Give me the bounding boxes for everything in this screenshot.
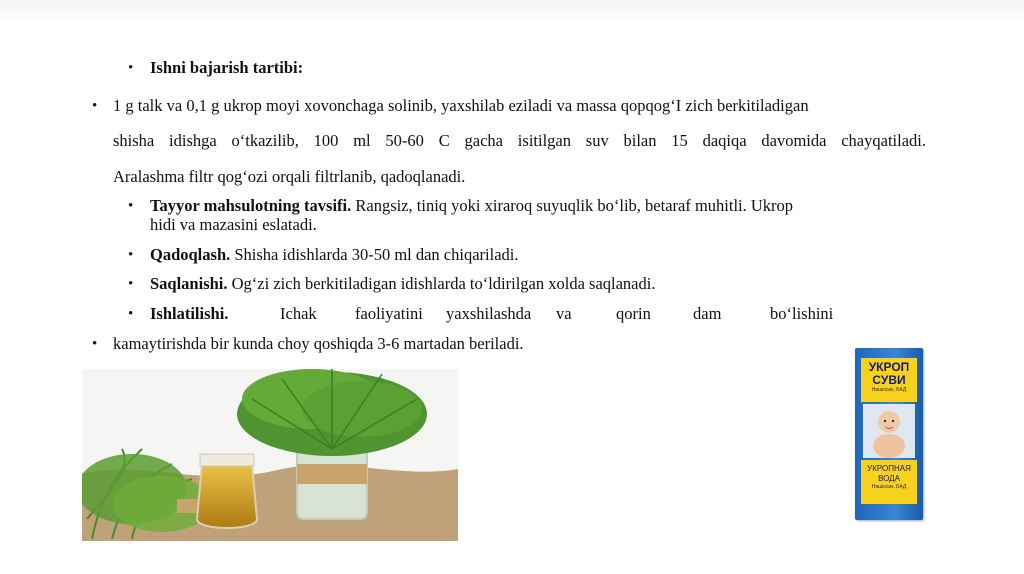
sub-bullet-4: • <box>128 306 134 322</box>
sub-item-description-line2: hidi va mazasini eslatadi. <box>150 215 317 234</box>
heading-bullet: • <box>128 60 134 76</box>
heading-text: Ishni bajarish tartibi: <box>150 58 304 77</box>
box-bottom-title-2: ВОДА <box>878 474 900 483</box>
usage-word: faoliyatini <box>355 304 423 323</box>
usage-word: yaxshilashda <box>446 304 532 323</box>
usage-word: Ichak <box>280 304 317 323</box>
box-title-1: УКРОП <box>868 360 910 374</box>
slide-top-bar <box>0 0 1024 26</box>
step-line-2: shisha idishga o‘tkazilib, 100 ml 50-60 C gacha isitilgan suv bilan 15 daqiqa davomida chayqatiladi. <box>113 131 926 150</box>
sub-bullet-2: • <box>128 247 134 263</box>
usage-word: qorin <box>616 304 651 323</box>
step-bullet: • <box>92 98 98 114</box>
box-bottom-title-1: УКРОПНАЯ <box>867 464 911 473</box>
sub-item-description: Tayyor mahsulotning tavsifi. Rangsiz, tiniq yoki xiraroq suyuqlik bo‘lib, betaraf muhitli. Ukrop <box>150 196 794 215</box>
box-subtitle-top: Нишюсик, БАД <box>871 387 907 393</box>
sub-bullet-1: • <box>128 198 134 214</box>
last-line: kamaytirishda bir kunda choy qoshiqda 3-6 martadan beriladi. <box>113 334 524 353</box>
baby-image <box>863 404 915 458</box>
step-line-1: 1 g talk va 0,1 g ukrop moyi xovonchaga solinib, yaxshilab eziladi va massa qopqog‘I zich berkitiladigan <box>113 96 809 115</box>
box-subtitle-bottom: Нашюсик, БАД <box>871 484 907 490</box>
box-title-2: СУВИ <box>872 373 906 387</box>
dill-oil-photo <box>82 369 458 541</box>
box-bottom-label <box>861 460 917 504</box>
step-line-3: Aralashma filtr qog‘ozi orqali filtrlanib, qadoqlanadi. <box>113 167 466 186</box>
usage-word: bo‘lishini <box>770 304 834 323</box>
box-top-label <box>861 358 917 402</box>
usage-word: dam <box>693 304 722 323</box>
ukrop-water-product-box <box>855 348 923 520</box>
sub-item-packaging: Qadoqlash. Shisha idishlarda 30-50 ml dan chiqariladi. <box>150 245 519 264</box>
last-bullet: • <box>92 336 98 352</box>
usage-word: va <box>556 304 572 323</box>
sub-item-storage: Saqlanishi. Og‘zi zich berkitiladigan idishlarda to‘ldirilgan xolda saqlanadi. <box>150 274 656 293</box>
sub-item-usage: Ishlatilishi. Ichak faoliyatini yaxshilashda va qorin dam bo‘lishini <box>150 304 834 323</box>
sub-bullet-3: • <box>128 276 134 292</box>
